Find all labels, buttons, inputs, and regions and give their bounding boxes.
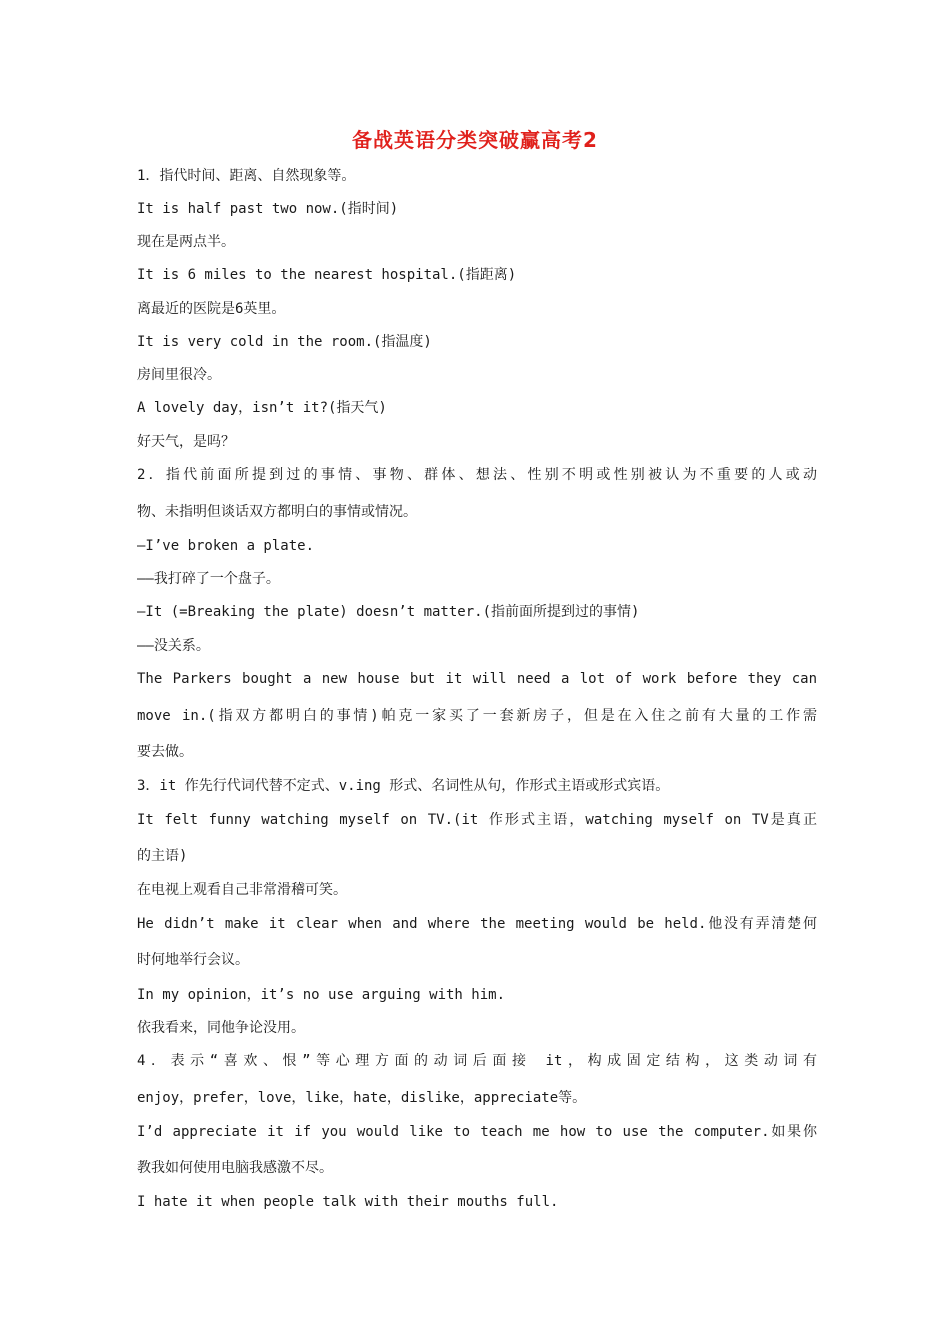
text-line: —It (=Breaking the plate) doesn’t matter.(指前面所提到过的事情) bbox=[137, 604, 640, 620]
text-line: 3．it 作先行代词代替不定式、v.ing 形式、名词性从句，作形式主语或形式宾语。 bbox=[137, 778, 670, 794]
text-line: 要去做。 bbox=[137, 744, 193, 760]
text-line: —I’ve broken a plate. bbox=[137, 538, 315, 554]
text-line: 在电视上观看自己非常滑稽可笑。 bbox=[137, 882, 347, 898]
text-line: It felt funny watching myself on TV.(it 作形式主语，watching myself on TV是真正 bbox=[137, 812, 817, 828]
text-line: 离最近的医院是6英里。 bbox=[137, 301, 286, 317]
text-line: The Parkers bought a new house but it will need a lot of work before they can bbox=[137, 671, 817, 687]
text-line: 房间里很冷。 bbox=[137, 367, 221, 383]
text-line: I hate it when people talk with their mouths full. bbox=[137, 1194, 559, 1210]
text-line: ——没关系。 bbox=[137, 638, 210, 654]
text-line: 教我如何使用电脑我感激不尽。 bbox=[137, 1160, 333, 1176]
text-line: It is very cold in the room.(指温度) bbox=[137, 334, 432, 350]
text-line: 现在是两点半。 bbox=[137, 234, 235, 250]
text-line: ——我打碎了一个盘子。 bbox=[137, 571, 280, 587]
text-line: 的主语) bbox=[137, 848, 188, 864]
text-line: 时何地举行会议。 bbox=[137, 952, 249, 968]
text-line: I’d appreciate it if you would like to teach me how to use the computer.如果你 bbox=[137, 1124, 817, 1140]
text-line: 依我看来，同他争论没用。 bbox=[137, 1020, 305, 1036]
text-line: enjoy，prefer，love，like，hate，dislike，appreciate等。 bbox=[137, 1090, 587, 1106]
text-line: It is 6 miles to the nearest hospital.(指距离) bbox=[137, 267, 517, 283]
text-line: In my opinion，it’s no use arguing with him. bbox=[137, 987, 506, 1003]
text-line: move in.(指双方都明白的事情)帕克一家买了一套新房子，但是在入住之前有大量的工作需 bbox=[137, 708, 817, 724]
document-title: 备战英语分类突破赢高考2 bbox=[352, 128, 598, 152]
text-line: A lovely day，isn’t it?(指天气) bbox=[137, 400, 387, 416]
text-line: 4．表示“喜欢、恨”等心理方面的动词后面接 it，构成固定结构，这类动词有 bbox=[137, 1053, 817, 1069]
text-line: It is half past two now.(指时间) bbox=[137, 201, 399, 217]
text-line: 物、未指明但谈话双方都明白的事情或情况。 bbox=[137, 504, 417, 520]
text-line: He didn’t make it clear when and where the meeting would be held.他没有弄清楚何 bbox=[137, 916, 817, 932]
text-line: 1．指代时间、距离、自然现象等。 bbox=[137, 168, 356, 184]
text-line: 2．指代前面所提到过的事情、事物、群体、想法、性别不明或性别被认为不重要的人或动 bbox=[137, 467, 817, 483]
text-line: 好天气，是吗？ bbox=[137, 434, 235, 450]
